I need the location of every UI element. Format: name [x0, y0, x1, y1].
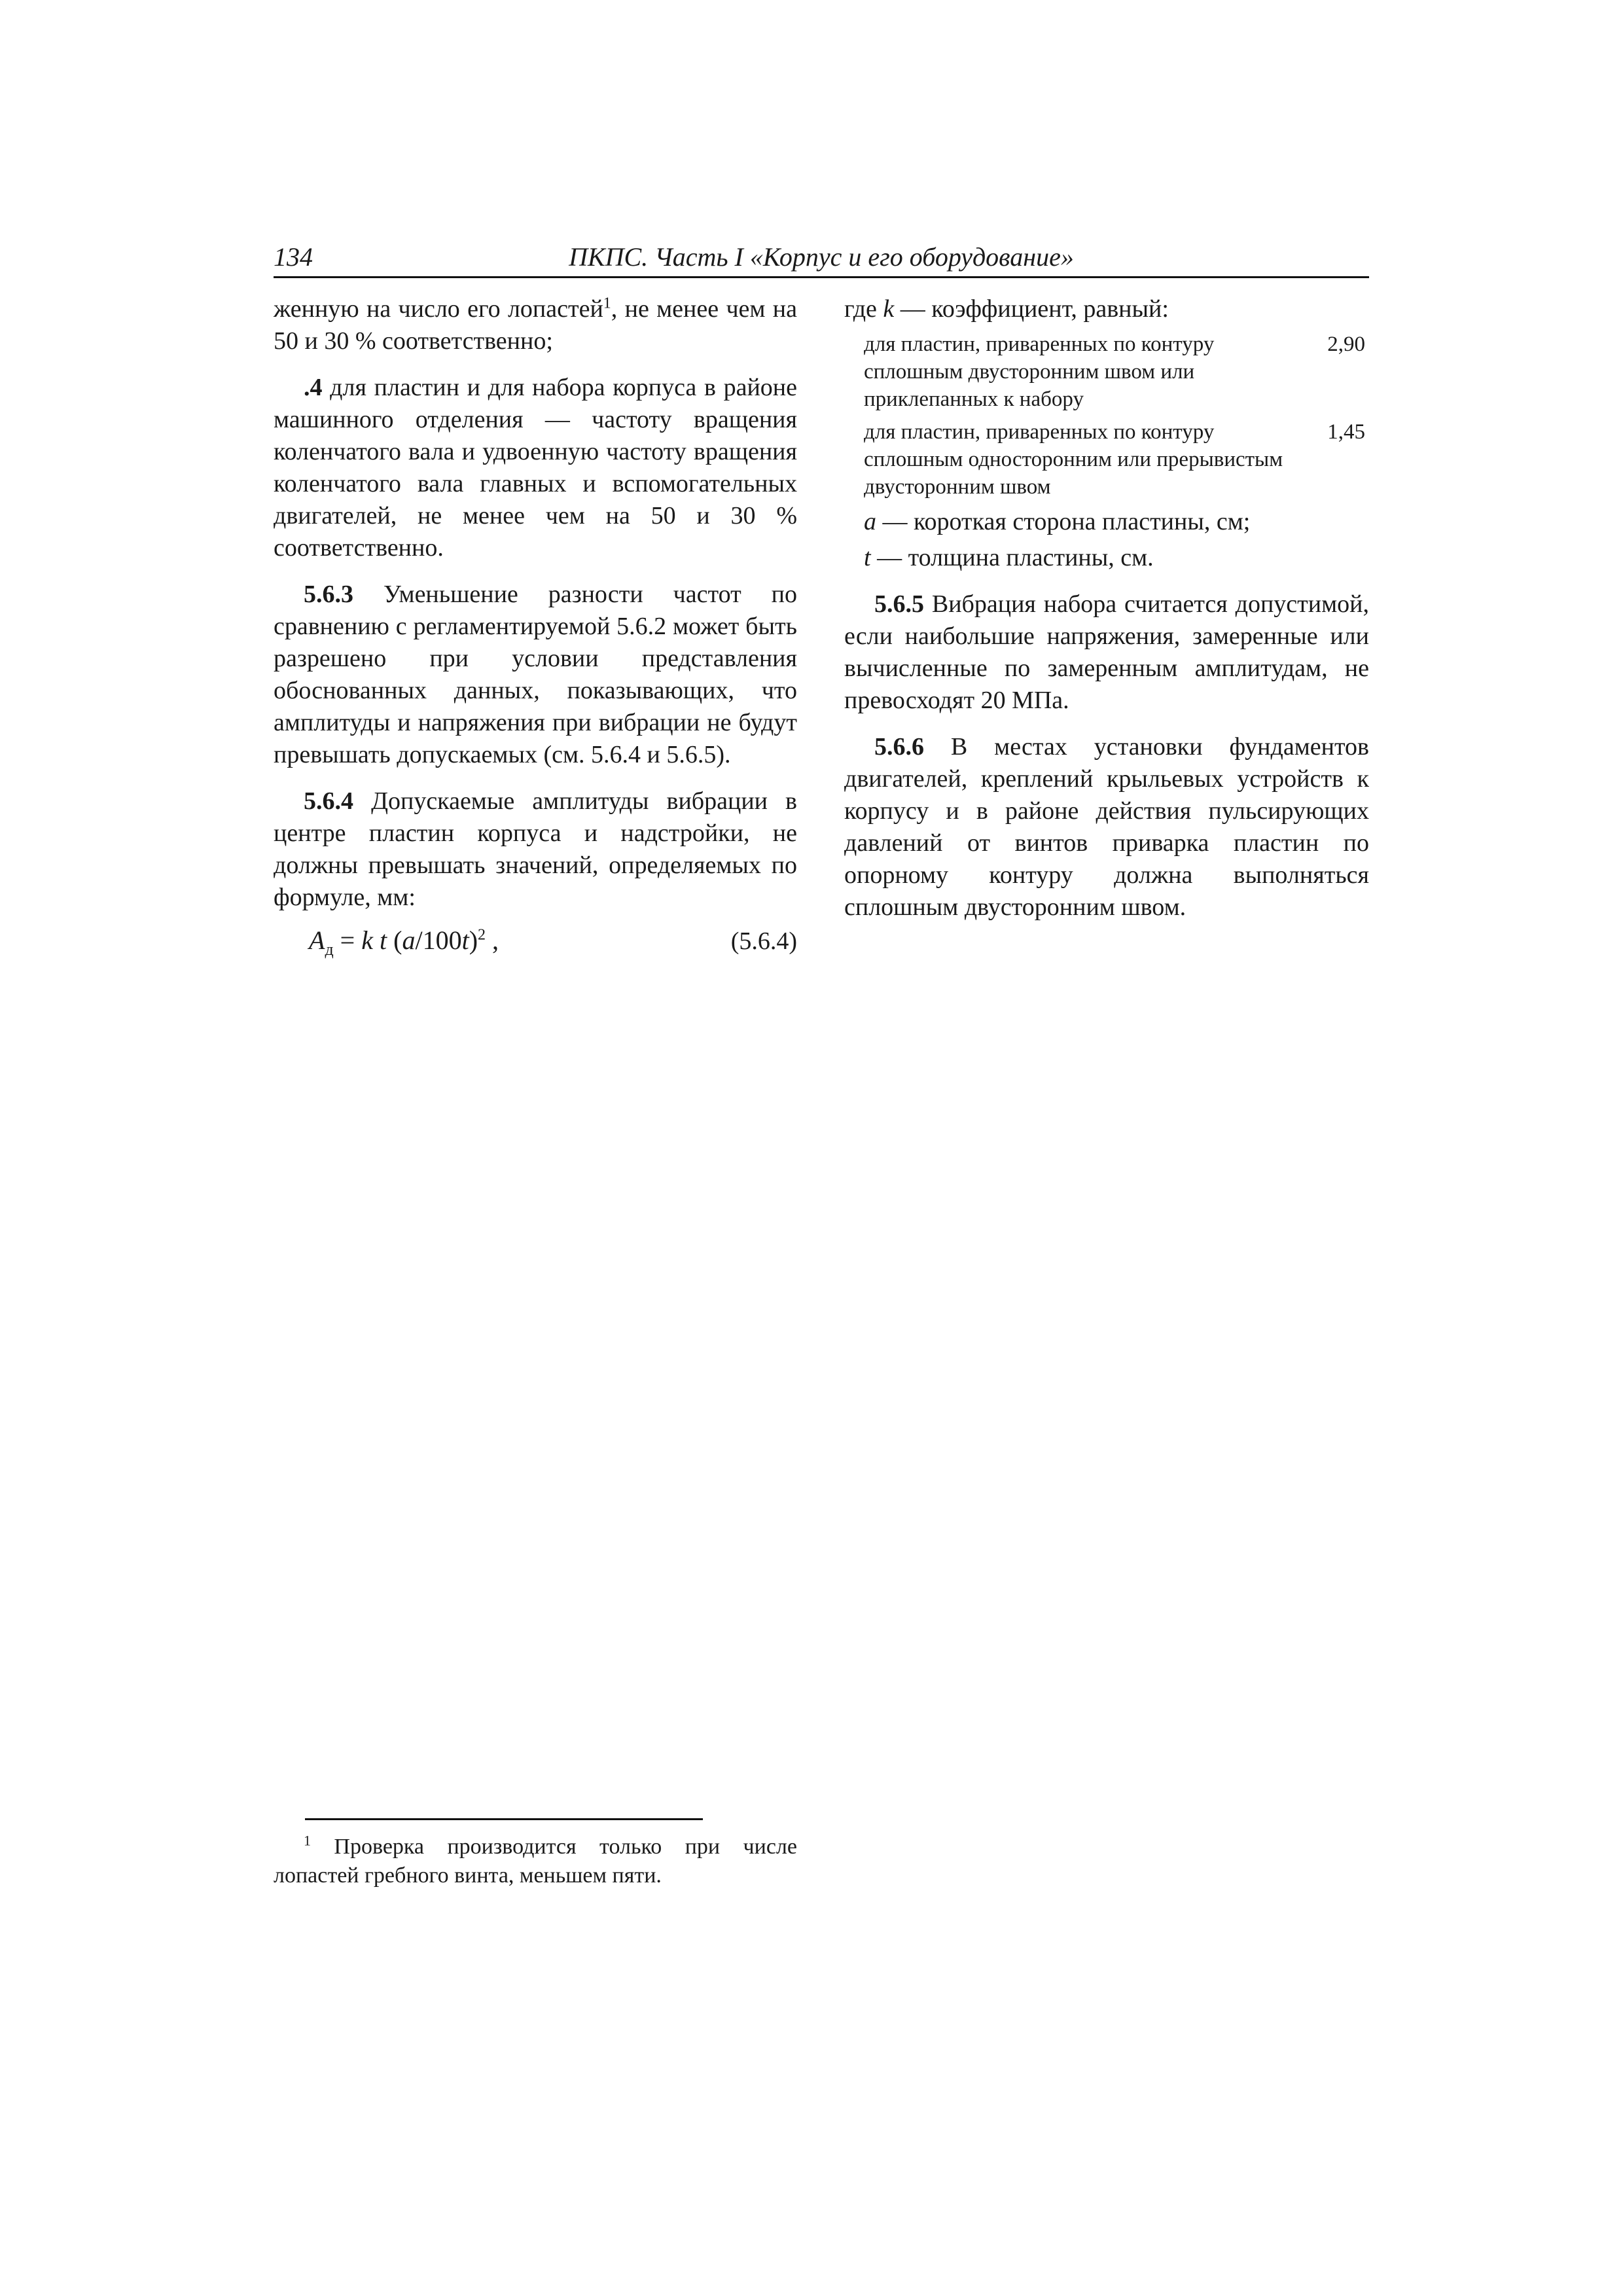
- k-row: для пластин, приваренных по контуру сплошным двусторонним швом или приклепанных к набору 2,90: [844, 331, 1369, 413]
- section-number: 5.6.4: [304, 787, 353, 815]
- item-4: .4 для пластин и для набора корпуса в районе машинного отделения — частоту вращения коленчатого вала и удвоенную частоту вращения коленчатого вала главных и вспомогательных двигателей, не менее чем на 50 и 30 % соответственно.: [274, 374, 797, 562]
- footnote: $^1$ Проверка производится только при числе лопастей гребного винта, меньшем пяти.: [274, 1832, 797, 1888]
- running-title: ПКПС. Часть I «Корпус и его оборудование»: [569, 242, 1074, 272]
- k-value: 2,90: [1327, 332, 1365, 356]
- section-number: 5.6.5: [874, 590, 924, 618]
- paragraph-continued: женную на число его лопастей$^1$, не менее чем на 50 и 30 % соответственно;: [274, 295, 797, 355]
- footnote-mark: 1: [304, 1832, 311, 1849]
- k-row: для пластин, приваренных по контуру сплошным односторонним или прерывистым двусторонним швом 1,45: [844, 418, 1369, 501]
- k-value: 1,45: [1327, 420, 1365, 444]
- footnote-separator: [305, 1818, 703, 1820]
- section-number: 5.6.3: [304, 581, 353, 608]
- definition-t: t — толщина пластины, см.: [864, 544, 1154, 571]
- item-number: .4: [304, 374, 323, 401]
- section-number: 5.6.6: [874, 733, 924, 761]
- equation-number: (5.6.4): [730, 927, 797, 955]
- section-5-6-3: 5.6.3 Уменьшение разности частот по сравнению с регламентируемой 5.6.2 может быть разрешено при условии представления обоснованных данных, показывающих, что амплитуды и напряжения при вибрации не будут превышать допускаемых (см. 5.6.4 и 5.6.5).: [274, 581, 797, 768]
- where-clause: где k — коэффициент, равный:: [844, 295, 1169, 323]
- section-5-6-6: 5.6.6 В местах установки фундаментов двигателей, креплений крыльевых устройств к корпусу и в районе действия пульсирующих давлений от винтов приварка пластин по опорному контуру должна выполняться сплошным двусторонним швом.: [844, 733, 1369, 921]
- right-column: [844, 293, 1369, 924]
- section-5-6-4: 5.6.4 Допускаемые амплитуды вибрации в центре пластин корпуса и надстройки, не должны превышать значений, определяемых по формуле, мм:: [274, 787, 797, 911]
- left-column: [274, 293, 797, 965]
- footnote-ref: 1: [603, 295, 611, 312]
- page-number: 134: [274, 242, 313, 272]
- k-coefficient-list: [844, 331, 1369, 501]
- formula-expression: $A_д = k$ t $(a/100t)^2$ ,: [309, 925, 499, 959]
- running-header: [274, 242, 1369, 278]
- definition-a: a — короткая сторона пластины, см;: [864, 508, 1251, 535]
- formula-5-6-4: [274, 919, 797, 965]
- section-5-6-5: 5.6.5 Вибрация набора считается допустимой, если наибольшие напряжения, замеренные или вычисленные по замеренным амплитудам, не превосходят 20 МПа.: [844, 590, 1369, 714]
